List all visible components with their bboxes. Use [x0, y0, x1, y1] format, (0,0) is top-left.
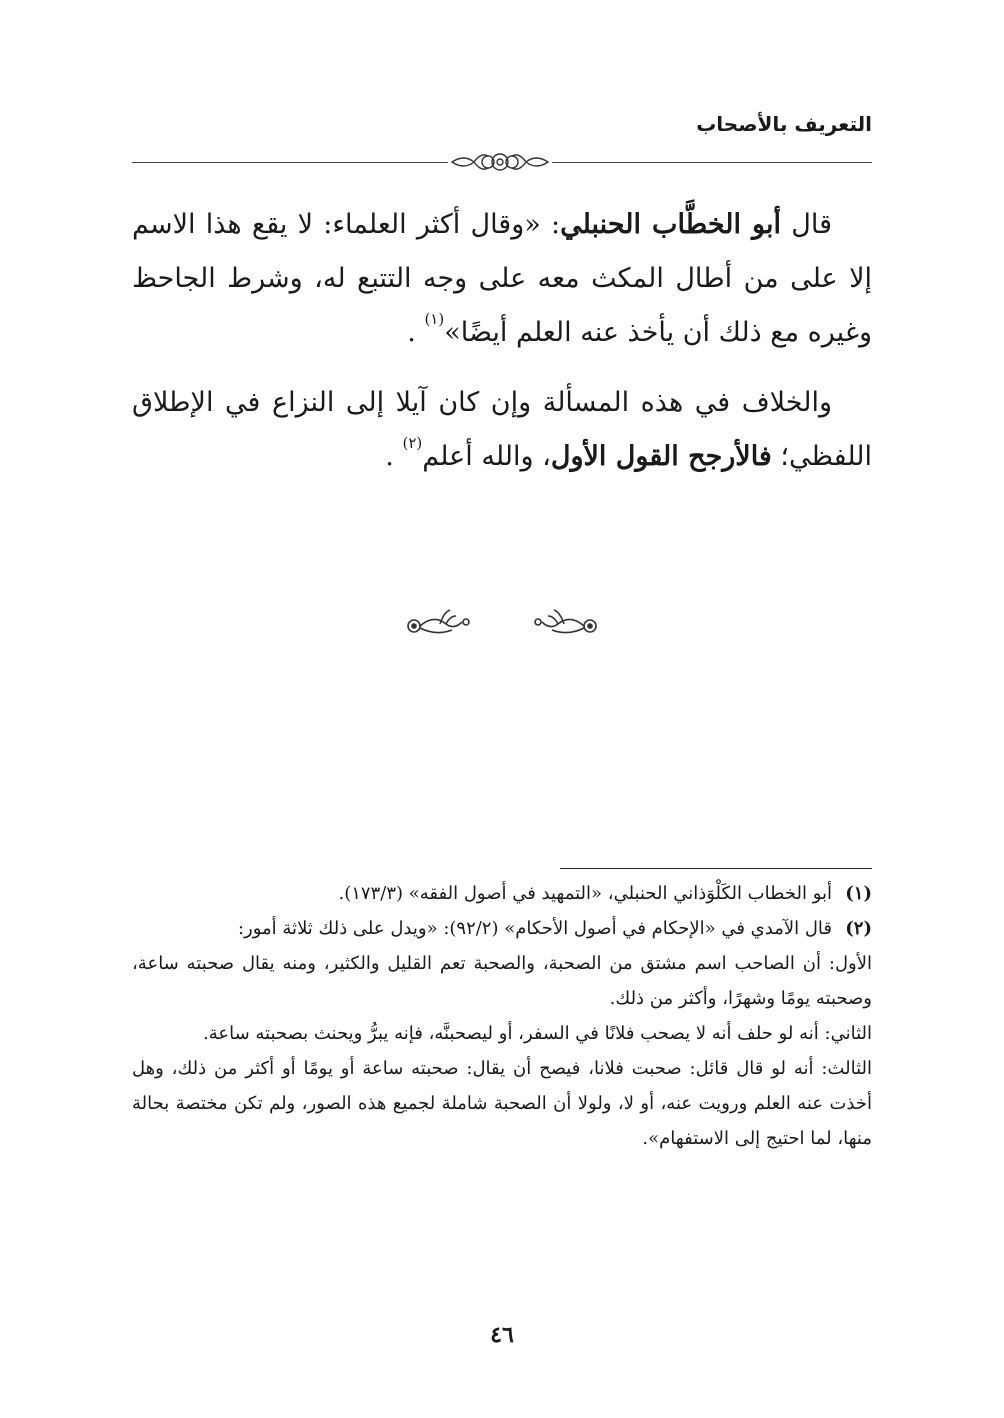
footnote-text: قال الآمدي في «الإحكام في أصول الأحكام» (٩٢/٢): «ويدل على ذلك ثلاثة أمور: [237, 918, 832, 939]
p1-end: . [407, 317, 425, 348]
p1-quote: : «وقال أكثر العلماء: لا يقع هذا الاسم إلا على من أطال المكث معه على وجه التتبع له، وشرط الجاحظ وغيره مع ذلك أن يأخذ عنه العلم أيضًا» [132, 209, 872, 348]
footnote-body [132, 911, 832, 946]
p2-end: . [385, 441, 403, 472]
p1-intro: قال [781, 209, 832, 240]
footnote-text: الأول: أن الصاحب اسم مشتق من الصحبة، والصحبة تعم القليل والكثير، ومنه يقال صحبته ساعة، وصحبته يومًا وشهرًا، وأكثر من ذلك. [132, 953, 872, 1009]
footnote-2-continuation [132, 946, 872, 1156]
footnote-text: الثالث: أنه لو قال قائل: صحبت فلانا، فيصح أن يقال: صحبته ساعة أو يومًا أو أكثر من ذلك، وهل أخذت عنه العلم ورويت عنه، أو لا، ولولا أن الصحبة شاملة لجميع هذه الصور، ولم تكن مختصة بحالة منها، لما احتيج إلى الاستفهام». [132, 1058, 872, 1149]
header-flourish-icon [448, 148, 552, 176]
footnote-body [132, 946, 872, 1156]
footnote-text: أبو الخطاب الكَلْوَذاني الحنبلي، «التمهيد في أصول الفقه» (١٧٣/٣). [338, 883, 832, 904]
footnote-1 [132, 876, 872, 911]
footnote-text: الثاني: أنه لو حلف أنه لا يصحب فلانًا في السفر، أو ليصحبنَّه، فإنه يبرُّ ويحنث بصحبته ساعة. [202, 1023, 872, 1044]
footnote-body [132, 876, 832, 911]
footnote-2 [132, 911, 872, 946]
footnote-separator [560, 868, 872, 869]
footnote-ref-1[interactable]: (١) [424, 310, 445, 328]
p1-speaker: أبو الخطَّاب الحنبلي [560, 209, 781, 240]
footnote-ref-2[interactable]: (٢) [402, 434, 423, 452]
main-text [132, 198, 872, 484]
p2-text: والخلاف في هذه المسألة وإن كان آيلا إلى النزاع في الإطلاق اللفظي؛ [132, 387, 872, 472]
footnote-number: (٢) [845, 918, 872, 939]
footnotes [132, 876, 872, 1156]
section-divider-icon [400, 604, 604, 644]
footnote-number: (١) [845, 883, 872, 904]
p2-rest: ، والله أعلم [422, 441, 551, 472]
paragraph-2 [132, 376, 872, 484]
running-title: التعريف بالأصحاب [696, 112, 872, 136]
paragraph-1 [132, 198, 872, 360]
page-number: ٤٦ [490, 1322, 514, 1348]
p2-bold: فالأرجح القول الأول [550, 441, 772, 472]
